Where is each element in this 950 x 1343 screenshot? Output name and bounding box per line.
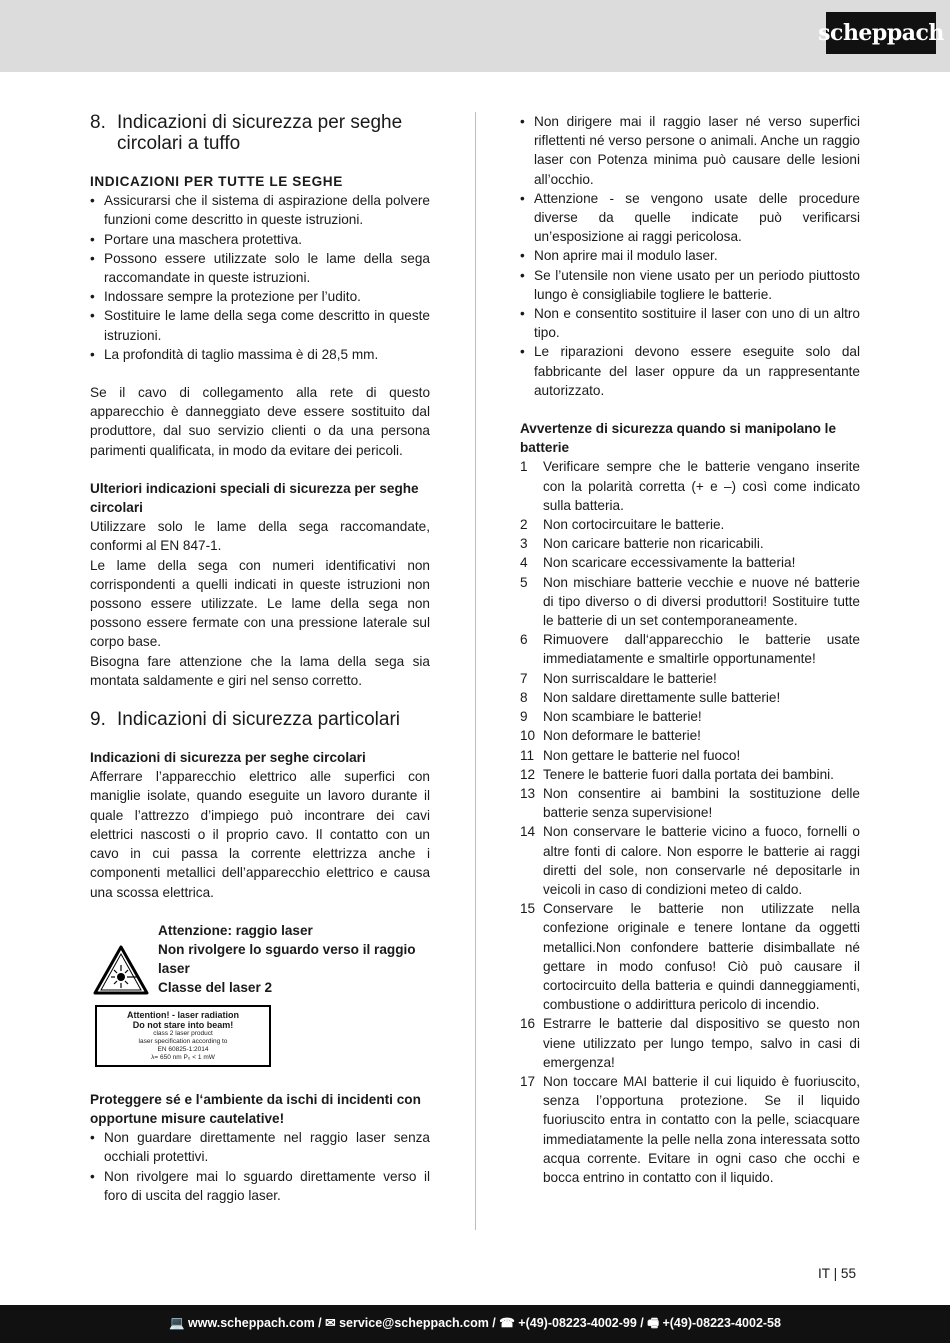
item-text: Non cortocircuitare le batterie.: [543, 517, 725, 533]
label-line: class 2 laser product: [153, 1029, 213, 1037]
numbered-item: [520, 553, 860, 572]
item-text: Non deformare le batterie!: [543, 728, 701, 744]
paragraph: Se il cavo di collegamento alla rete di questo apparecchio è danneggiato deve essere sostituito dal produttore, dal suo servizio clienti o da una persona parimenti qualificata, in modo da evitare dei pericoli.: [90, 385, 430, 458]
subheading: Ulteriori indicazioni speciali di sicurezza per seghe circolari: [90, 480, 419, 516]
item-text: Non scambiare le batterie!: [543, 709, 702, 725]
numbered-item: [520, 515, 860, 534]
paragraph: Le lame della sega con numeri identificativi non corrispondenti a quelli indicati in queste istruzioni non possono essere utilizzate. Le lame della sega non possono essere fermate con una pressione laterale sul corpo base.: [90, 557, 430, 650]
section-title: Indicazioni di sicurezza per seghe circolari a tuffo: [117, 112, 403, 154]
item-number: 12: [520, 766, 536, 782]
item-text: Non saldare direttamente sulle batterie!: [543, 689, 781, 705]
item-text: Non scaricare eccessivamente la batteria!: [543, 555, 796, 571]
numbered-item: [520, 707, 860, 726]
numbered-item: [520, 688, 860, 707]
subheading: Proteggere sé e l‘ambiente da ischi di incidenti con opportune misure cautelative!: [90, 1091, 421, 1126]
subheading: Indicazioni di sicurezza per seghe circolari: [90, 750, 366, 766]
numbered-item: [520, 746, 860, 765]
laser-hazard-icon: [93, 945, 149, 995]
right-column: [520, 112, 860, 1187]
list-item: • Indossare sempre la protezione per l’udito.: [90, 287, 430, 306]
laser-warning-text: [158, 921, 430, 998]
item-text: Non mischiare batterie vecchie e nuove né batterie di tipo diverso o di diversi produttori! Sostituire tutte le batterie di un set contemporaneamente.: [543, 574, 860, 629]
list-item: • Assicurarsi che il sistema di aspirazione della polvere funzioni come descritto in queste istruzioni.: [90, 191, 430, 229]
item-text: Rimuovere dall‘apparecchio le batterie usate immediatamente e smaltirle opportunamente!: [543, 632, 860, 667]
item-number: 4: [520, 555, 528, 571]
item-number: 17: [520, 1073, 536, 1089]
laser-product-label: [95, 1005, 271, 1067]
item-number: 1: [520, 459, 528, 475]
battery-numbered-list: [520, 457, 860, 1187]
item-text: Non surriscaldare le batterie!: [543, 670, 717, 686]
item-text: Non toccare MAI batterie il cui liquido è fuoriuscito, senza l’opportuna protezione. Se il liquido fuoriuscito entra in contatto con la pelle, sciacquare immediatamente la pelle nella zona interessata sotto acqua corrente. Evitare in ogni caso che occhi e bocca entrino in contatto con il liquido.: [543, 1073, 860, 1185]
bullet-list: [90, 1128, 430, 1205]
numbered-item: [520, 457, 860, 515]
item-number: 10: [520, 728, 536, 744]
paragraph: Afferrare l’apparecchio elettrico alle superfici con maniglie isolate, quando eseguite un lavoro durante il quale l’attrezzo d’impiego può incontrare dei cavi elettrici nascosti o il proprio cavo. Il contatto con un cavo in cui passa la corrente elettrizza anche i componenti metallici dell’apparecchio elettrico e causa una scossa elettrica.: [90, 769, 430, 900]
item-number: 9: [520, 709, 528, 725]
list-item: • Sostituire le lame della sega come descritto in queste istruzioni.: [90, 306, 430, 344]
bullet-list: [90, 191, 430, 364]
list-item: • Se l’utensile non viene usato per un periodo piuttosto lungo è consigliabile togliere le batterie.: [520, 266, 860, 304]
page-number: IT | 55: [818, 1266, 857, 1281]
numbered-item: [520, 1014, 860, 1072]
item-number: 16: [520, 1016, 536, 1032]
section-9-heading: [90, 709, 430, 730]
item-text: Verificare sempre che le batterie vengano inserite con la polarità corretta (+ e –) così come indicato sulla batteria.: [543, 459, 860, 513]
list-item: • Portare una maschera protettiva.: [90, 230, 430, 249]
section-number: 9.: [90, 709, 106, 731]
list-item: • Possono essere utilizzate solo le lame della sega raccomandate in queste istruzioni.: [90, 249, 430, 287]
label-line: EN 60825-1:2014: [157, 1045, 209, 1053]
paragraph: Bisogna fare attenzione che la lama della sega sia montata saldamente e giri nel senso corretto.: [90, 653, 430, 688]
list-item: • Le riparazioni devono essere eseguite solo dal fabbricante del laser oppure da un rappresentante autorizzato.: [520, 342, 860, 400]
laser-class-line: Classe del laser 2: [158, 980, 273, 996]
item-number: 7: [520, 670, 528, 686]
brand-logo: scheppach: [826, 12, 936, 54]
numbered-item: [520, 822, 860, 899]
item-text: Tenere le batterie fuori dalla portata dei bambini.: [543, 766, 834, 782]
footer-contact-bar: 💻 www.scheppach.com / ✉ service@scheppach.com / ☎ +(49)-08223-4002-99 / 🖷 +(49)-08223-4002-58: [0, 1305, 950, 1343]
item-text: Non gettare le batterie nel fuoco!: [543, 747, 741, 763]
item-number: 14: [520, 824, 536, 840]
item-number: 13: [520, 785, 536, 801]
list-item: • Non rivolgere mai lo sguardo direttamente verso il foro di uscita del raggio laser.: [90, 1167, 430, 1205]
laser-warning-line: Non rivolgere lo sguardo verso il raggio laser: [158, 941, 416, 977]
numbered-item: [520, 630, 860, 668]
list-item: • Non guardare direttamente nel raggio laser senza occhiali protettivi.: [90, 1128, 430, 1166]
label-line: Attention! - laser radiation: [126, 1009, 239, 1020]
item-number: 6: [520, 632, 528, 648]
section-8-heading: [90, 112, 430, 154]
label-line: laser specification according to: [138, 1037, 228, 1045]
list-item: • Non aprire mai il modulo laser.: [520, 246, 860, 265]
numbered-item: [520, 765, 860, 784]
item-number: 2: [520, 517, 528, 533]
numbered-item: [520, 784, 860, 822]
list-item: • Attenzione - se vengono usate delle procedure diverse da quelle indicate può verificarsi un’esposizione ai raggi pericolosa.: [520, 189, 860, 247]
column-divider: [475, 112, 476, 1230]
item-number: 11: [520, 747, 535, 763]
numbered-item: [520, 573, 860, 631]
label-line: Do not stare into beam!: [132, 1019, 234, 1030]
list-item: • La profondità di taglio massima è di 28,5 mm.: [90, 345, 430, 364]
item-text: Non caricare batterie non ricaricabili.: [543, 536, 764, 552]
item-number: 8: [520, 689, 528, 705]
section-number: 8.: [90, 112, 106, 133]
subheading: Avvertenze di sicurezza quando si manipolano le batterie: [520, 421, 837, 456]
item-number: 5: [520, 574, 528, 590]
item-number: 15: [520, 901, 536, 917]
numbered-item: [520, 669, 860, 688]
section-title: Indicazioni di sicurezza particolari: [117, 709, 401, 731]
laser-warning-block: [90, 921, 430, 1071]
label-line: λ= 650 nm P₀ < 1 mW: [151, 1053, 215, 1061]
bullet-list: [520, 112, 860, 400]
numbered-item: [520, 1072, 860, 1187]
item-text: Non conservare le batterie vicino a fuoco, fornelli o altre fonti di calore. Non esporre le batterie ai raggi diretti del sole, non conservarle né depositarle in veicoli in caso di condizioni meteo di caldo.: [543, 824, 860, 897]
paragraph: Utilizzare solo le lame della sega raccomandate, conformi al EN 847-1.: [90, 519, 430, 554]
list-item: • Non dirigere mai il raggio laser né verso superfici riflettenti né verso persone o animali. Anche un raggio laser con Potenza minima può causare delle lesioni all’occhio.: [520, 112, 860, 189]
item-number: 3: [520, 536, 528, 552]
list-item: • Non e consentito sostituire il laser con uno di un altro tipo.: [520, 304, 860, 342]
left-column: [90, 112, 430, 1205]
numbered-item: [520, 899, 860, 1014]
item-text: Conservare le batterie non utilizzate nella confezione originale e tenere lontane da oggetti metallici.Non confondere batterie disimballate né gettare in modo confuso! Ciò può causare il cortocircuito della batteria e quindi danneggiamenti, combustione o addirittura pericolo di incendio.: [543, 901, 860, 1013]
numbered-item: [520, 534, 860, 553]
header-bar: [0, 0, 950, 72]
laser-warning-line: Attenzione: raggio laser: [158, 922, 313, 938]
numbered-item: [520, 726, 860, 745]
item-text: Estrarre le batterie dal dispositivo se questo non viene utilizzato per lungo tempo, salvo in casi di emergenza!: [543, 1016, 860, 1070]
item-text: Non consentire ai bambini la sostituzione delle batterie senza supervisione!: [543, 785, 860, 821]
subheading: INDICAZIONI PER TUTTE LE SEGHE: [90, 174, 343, 189]
